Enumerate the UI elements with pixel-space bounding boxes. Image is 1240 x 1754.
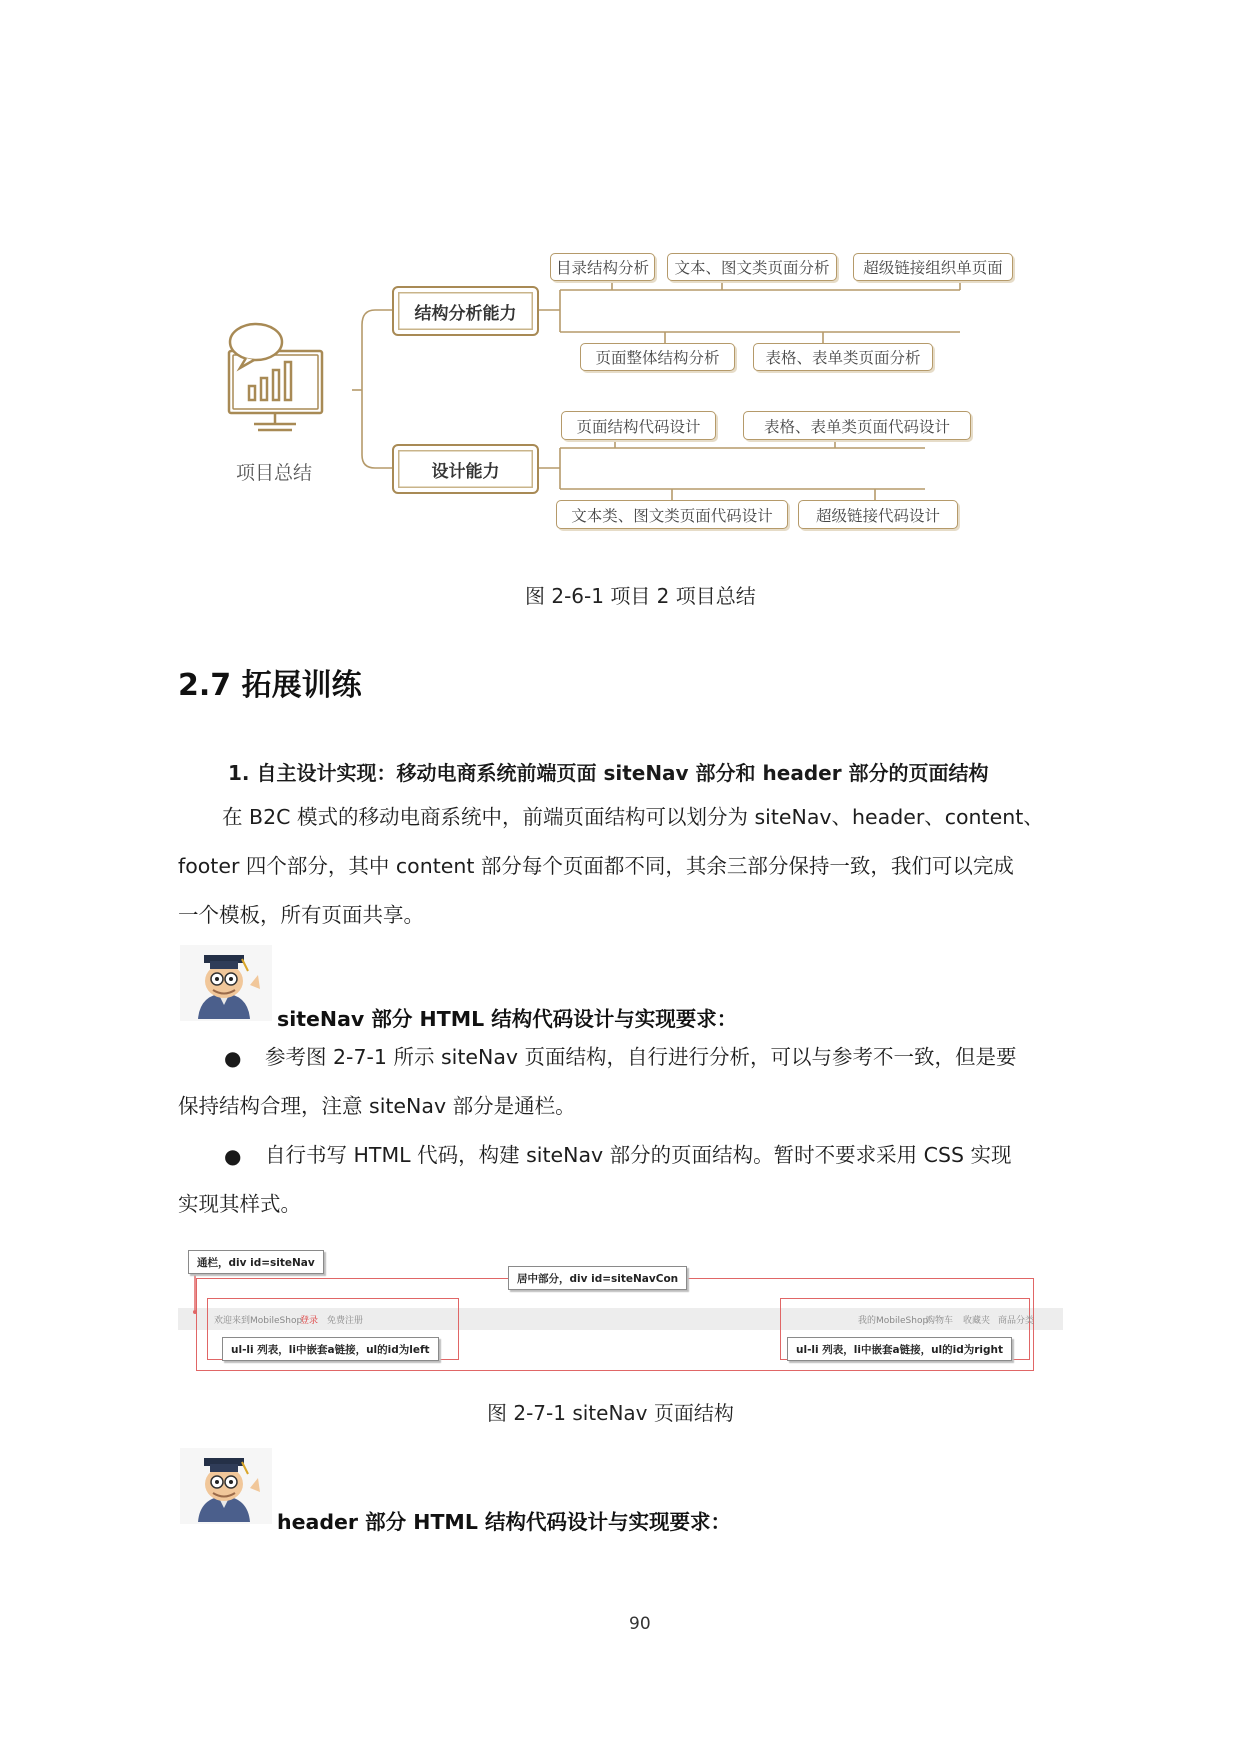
paragraph-line: footer 四个部分，其中 content 部分每个页面都不同，其余三部分保持一致，我们可以完成: [178, 854, 1014, 878]
professor-mascot-icon: [180, 945, 272, 1021]
nav-left-link[interactable]: 免费注册: [327, 1316, 364, 1326]
mindmap-leaf: 文本、图文类页面分析: [667, 253, 837, 281]
annotation-left-list: ul-li 列表，li中嵌套a链接，ul的id为left: [222, 1337, 439, 1361]
professor-mascot-icon: [180, 1448, 272, 1524]
bullet-dot: ●: [224, 1046, 242, 1070]
bullet-dot: ●: [224, 1144, 242, 1168]
nav-right-link[interactable]: 我的MobileShop: [858, 1316, 929, 1326]
mindmap-leaf: 目录结构分析: [550, 253, 655, 281]
mindmap-leaf: 超级链接代码设计: [798, 500, 958, 529]
nav-left-link[interactable]: 欢迎来到MobileShop: [214, 1316, 303, 1326]
section-title: 2.7 拓展训练: [178, 668, 362, 703]
mindmap-leaf: 页面结构代码设计: [561, 411, 716, 440]
figure-caption: 图 2-6-1 项目 2 项目总结: [525, 584, 756, 608]
requirement-title: siteNav 部分 HTML 结构代码设计与实现要求：: [277, 1007, 738, 1031]
nav-right-link[interactable]: 商品分类: [998, 1316, 1035, 1326]
annotation-right-list: ul-li 列表，li中嵌套a链接，ul的id为right: [787, 1337, 1012, 1361]
nav-right-link[interactable]: 收藏夹: [963, 1316, 991, 1326]
paragraph-line: 一个模板，所有页面共享。: [178, 903, 424, 927]
mindmap-leaf: 表格、表单类页面分析: [753, 343, 933, 371]
monitor-chart-icon: [229, 324, 322, 430]
paragraph-line: 保持结构合理，注意 siteNav 部分是通栏。: [178, 1094, 576, 1118]
mindmap-root-label: 项目总结: [236, 462, 313, 484]
paragraph-line: 在 B2C 模式的移动电商系统中，前端页面结构可以划分为 siteNav、header、content、: [222, 805, 1044, 829]
nav-left-link[interactable]: 登录: [300, 1316, 319, 1326]
figure-caption: 图 2-7-1 siteNav 页面结构: [487, 1401, 734, 1425]
full-width-arrow: [178, 1270, 218, 1320]
annotation-full-width: 通栏，div id=siteNav: [188, 1250, 324, 1274]
paragraph-line: 自行书写 HTML 代码，构建 siteNav 部分的页面结构。暂时不要求采用 CSS 实现: [265, 1143, 1012, 1167]
page-number: 90: [629, 1614, 651, 1634]
mindmap-leaf: 超级链接组织单页面: [853, 253, 1013, 281]
requirement-title: header 部分 HTML 结构代码设计与实现要求：: [277, 1510, 732, 1534]
paragraph-line: 参考图 2-7-1 所示 siteNav 页面结构，自行进行分析，可以与参考不一致，但是要: [265, 1045, 1017, 1069]
annotation-center: 居中部分，div id=siteNavCon: [508, 1266, 687, 1290]
mindmap-leaf: 页面整体结构分析: [580, 343, 735, 371]
paragraph-line: 实现其样式。: [178, 1192, 301, 1216]
mindmap-branch-design: 设计能力: [392, 444, 539, 494]
mindmap-leaf: 表格、表单类页面代码设计: [743, 411, 971, 440]
nav-right-link[interactable]: 购物车: [926, 1316, 954, 1326]
mindmap-leaf: 文本类、图文类页面代码设计: [556, 500, 788, 529]
task-heading: 1. 自主设计实现：移动电商系统前端页面 siteNav 部分和 header 部分的页面结构: [228, 761, 989, 785]
mindmap-branch-structure: 结构分析能力: [392, 286, 539, 336]
